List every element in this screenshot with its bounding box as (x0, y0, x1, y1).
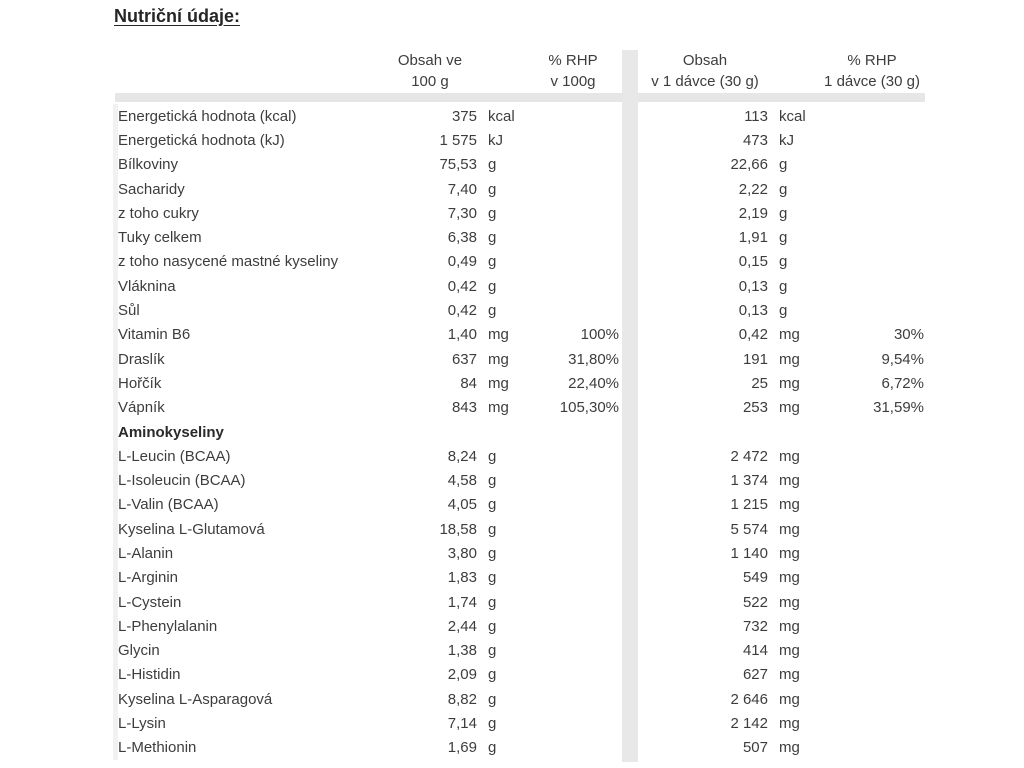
per100-value: 1,38 (447, 642, 477, 660)
per-dose-value: 113 (744, 107, 768, 125)
per-dose-rhp-percent: 9,54% (881, 350, 924, 368)
per100-unit: g (488, 715, 497, 733)
per-dose-value: 0,13 (738, 277, 768, 295)
nutrient-label: Vláknina (118, 277, 176, 295)
column-header-line: Obsah ve (397, 52, 463, 69)
per100-unit: g (488, 229, 497, 247)
table-row (115, 371, 925, 395)
per100-value: 1,74 (447, 593, 477, 611)
per100-value: 2,44 (447, 617, 477, 635)
per100-value: 0,42 (447, 277, 477, 295)
table-row (115, 323, 925, 347)
nutrient-label: z toho cukry (118, 204, 199, 222)
nutrient-label: L-Arginin (118, 569, 179, 587)
per100-value: 4,58 (447, 472, 477, 490)
per100-value: 1,40 (447, 326, 477, 344)
per100-unit: g (488, 180, 497, 198)
per-dose-unit: kcal (779, 107, 806, 125)
per-dose-unit: g (779, 302, 788, 320)
per-dose-unit: g (779, 156, 788, 174)
per100-value: 1 575 (439, 131, 477, 149)
per100-unit: g (488, 569, 497, 587)
nutrient-label: L-Alanin (118, 544, 174, 562)
page-title: Nutriční údaje: (114, 6, 241, 26)
per-dose-value: 22,66 (730, 156, 768, 174)
table-row (115, 250, 925, 274)
table-row (115, 274, 925, 298)
per-dose-rhp-percent: 6,72% (881, 374, 924, 392)
per100-unit: g (488, 666, 497, 684)
per100-rhp-percent: 100% (580, 326, 619, 344)
table-row (115, 590, 925, 614)
per100-unit: g (488, 642, 497, 660)
table-row (115, 444, 925, 468)
column-header-line: v 1 dávce (30 g) (651, 73, 759, 90)
table-row (115, 711, 925, 735)
per-dose-value: 1,91 (738, 229, 768, 247)
per-dose-value: 253 (742, 399, 768, 417)
per100-value: 6,38 (447, 229, 477, 247)
per-dose-unit: g (779, 229, 788, 247)
table-row (115, 541, 925, 565)
nutrient-label: L-Isoleucin (BCAA) (118, 472, 246, 490)
per100-value: 7,30 (447, 204, 477, 222)
table-row (115, 201, 925, 225)
table-row (115, 687, 925, 711)
nutrient-label: L-Histidin (118, 666, 181, 684)
per-dose-value: 5 574 (730, 520, 768, 538)
per100-value: 84 (460, 374, 477, 392)
per-dose-value: 507 (742, 739, 768, 757)
per-dose-unit: mg (779, 447, 800, 465)
per-dose-value: 2 142 (730, 715, 768, 733)
per-dose-value: 0,15 (738, 253, 768, 271)
per100-unit: g (488, 496, 497, 514)
per100-unit: g (488, 593, 497, 611)
per-dose-value: 191 (742, 350, 768, 368)
nutrient-label: Tuky celkem (118, 229, 202, 247)
per-dose-value: 25 (751, 374, 768, 392)
nutrient-label: L-Leucin (BCAA) (118, 447, 231, 465)
per-dose-unit: mg (779, 399, 800, 417)
per100-unit: g (488, 617, 497, 635)
column-header-line: v 100g (550, 73, 596, 90)
per100-unit: g (488, 156, 497, 174)
table-row (115, 420, 925, 444)
per-dose-unit: g (779, 180, 788, 198)
per100-unit: mg (488, 374, 509, 392)
per-dose-unit: kJ (779, 131, 794, 149)
per100-value: 375 (451, 107, 477, 125)
per100-unit: g (488, 302, 497, 320)
column-header-per100-content (398, 50, 462, 92)
per-dose-unit: g (779, 204, 788, 222)
per100-unit: mg (488, 399, 509, 417)
per-dose-unit: mg (779, 666, 800, 684)
per-dose-unit: mg (779, 715, 800, 733)
column-header-line: % RHP (847, 52, 897, 69)
per-dose-value: 473 (742, 131, 768, 149)
column-header-per-dose-content (651, 50, 759, 92)
per-dose-value: 2 472 (730, 447, 768, 465)
per-dose-rhp-percent: 31,59% (873, 399, 924, 417)
nutrient-label: Sacharidy (118, 180, 185, 198)
nutrient-label: z toho nasycené mastné kyseliny (118, 253, 339, 271)
per100-value: 0,42 (447, 302, 477, 320)
table-row (115, 298, 925, 322)
table-row (115, 566, 925, 590)
per-dose-rhp-percent: 30% (893, 326, 924, 344)
per-dose-unit: mg (779, 739, 800, 757)
table-row (115, 177, 925, 201)
table-row (115, 614, 925, 638)
table-row (115, 663, 925, 687)
table-row (115, 225, 925, 249)
table-header-band (115, 93, 925, 102)
nutrient-label: Kyselina L-Glutamová (118, 520, 265, 538)
per-dose-unit: mg (779, 690, 800, 708)
per100-unit: g (488, 739, 497, 757)
table-row (115, 104, 925, 128)
per100-value: 7,14 (447, 715, 477, 733)
column-header-line: Obsah (682, 52, 728, 69)
column-header-per-dose-rhp (824, 50, 920, 92)
nutrient-label: L-Cystein (118, 593, 182, 611)
nutrient-label: L-Phenylalanin (118, 617, 218, 635)
per100-unit: g (488, 690, 497, 708)
per-dose-value: 2 646 (730, 690, 768, 708)
nutrient-label: Hořčík (118, 374, 162, 392)
table-row (115, 468, 925, 492)
nutrient-label: Draslík (118, 350, 165, 368)
column-header-per100-rhp (548, 50, 597, 92)
per-dose-unit: mg (779, 569, 800, 587)
per-dose-value: 0,42 (738, 326, 768, 344)
table-row (115, 347, 925, 371)
per-dose-value: 627 (742, 666, 768, 684)
per100-value: 2,09 (447, 666, 477, 684)
nutrient-label: Vápník (118, 399, 165, 417)
per-dose-unit: mg (779, 617, 800, 635)
nutrient-label: Kyselina L-Asparagová (118, 690, 273, 708)
per-dose-unit: g (779, 277, 788, 295)
column-header-line: % RHP (548, 52, 598, 69)
per100-unit: mg (488, 350, 509, 368)
per-dose-value: 732 (742, 617, 768, 635)
column-header-line: 100 g (411, 73, 449, 90)
per100-unit: g (488, 544, 497, 562)
per100-unit: g (488, 277, 497, 295)
nutrient-label: Bílkoviny (118, 156, 179, 174)
per100-value: 0,49 (447, 253, 477, 271)
per100-value: 8,24 (447, 447, 477, 465)
nutrient-label: Energetická hodnota (kcal) (118, 107, 297, 125)
per-dose-unit: mg (779, 472, 800, 490)
per100-rhp-percent: 22,40% (568, 374, 619, 392)
per100-unit: kcal (488, 107, 515, 125)
per-dose-unit: mg (779, 496, 800, 514)
per-dose-unit: mg (779, 326, 800, 344)
per100-unit: g (488, 253, 497, 271)
nutrient-label: Energetická hodnota (kJ) (118, 131, 285, 149)
per100-unit: g (488, 204, 497, 222)
per-dose-unit: mg (779, 350, 800, 368)
per-dose-value: 1 215 (730, 496, 768, 514)
table-row (115, 639, 925, 663)
per100-value: 3,80 (447, 544, 477, 562)
table-row (115, 736, 925, 760)
per-dose-unit: mg (779, 642, 800, 660)
table-row (115, 396, 925, 420)
per100-value: 8,82 (447, 690, 477, 708)
nutrient-label: Aminokyseliny (118, 423, 224, 441)
nutrient-label: Sůl (118, 302, 140, 320)
per100-value: 843 (451, 399, 477, 417)
nutrition-table-rows (115, 104, 925, 760)
per-dose-unit: g (779, 253, 788, 271)
nutrient-label: L-Valin (BCAA) (118, 496, 219, 514)
per-dose-value: 549 (742, 569, 768, 587)
nutrient-label: L-Methionin (118, 739, 197, 757)
table-row (115, 493, 925, 517)
per100-value: 1,69 (447, 739, 477, 757)
per-dose-value: 1 140 (730, 544, 768, 562)
per-dose-unit: mg (779, 374, 800, 392)
per100-rhp-percent: 105,30% (559, 399, 619, 417)
per-dose-value: 1 374 (730, 472, 768, 490)
per-dose-value: 414 (742, 642, 768, 660)
per100-value: 18,58 (439, 520, 477, 538)
table-row (115, 128, 925, 152)
per100-unit: mg (488, 326, 509, 344)
per100-value: 637 (451, 350, 477, 368)
per100-unit: kJ (488, 131, 503, 149)
nutrient-label: Vitamin B6 (118, 326, 191, 344)
per100-value: 4,05 (447, 496, 477, 514)
per-dose-unit: mg (779, 544, 800, 562)
per100-unit: g (488, 472, 497, 490)
nutrient-label: Glycin (118, 642, 160, 660)
per100-rhp-percent: 31,80% (568, 350, 619, 368)
per-dose-unit: mg (779, 593, 800, 611)
per-dose-value: 2,22 (738, 180, 768, 198)
nutrient-label: L-Lysin (118, 715, 166, 733)
table-row (115, 153, 925, 177)
per-dose-value: 522 (742, 593, 768, 611)
per100-value: 7,40 (447, 180, 477, 198)
table-row (115, 517, 925, 541)
per-dose-value: 0,13 (738, 302, 768, 320)
column-header-line: 1 dávce (30 g) (824, 73, 920, 90)
per-dose-value: 2,19 (738, 204, 768, 222)
per100-unit: g (488, 520, 497, 538)
per100-value: 1,83 (447, 569, 477, 587)
per100-unit: g (488, 447, 497, 465)
per100-value: 75,53 (439, 156, 477, 174)
per-dose-unit: mg (779, 520, 800, 538)
